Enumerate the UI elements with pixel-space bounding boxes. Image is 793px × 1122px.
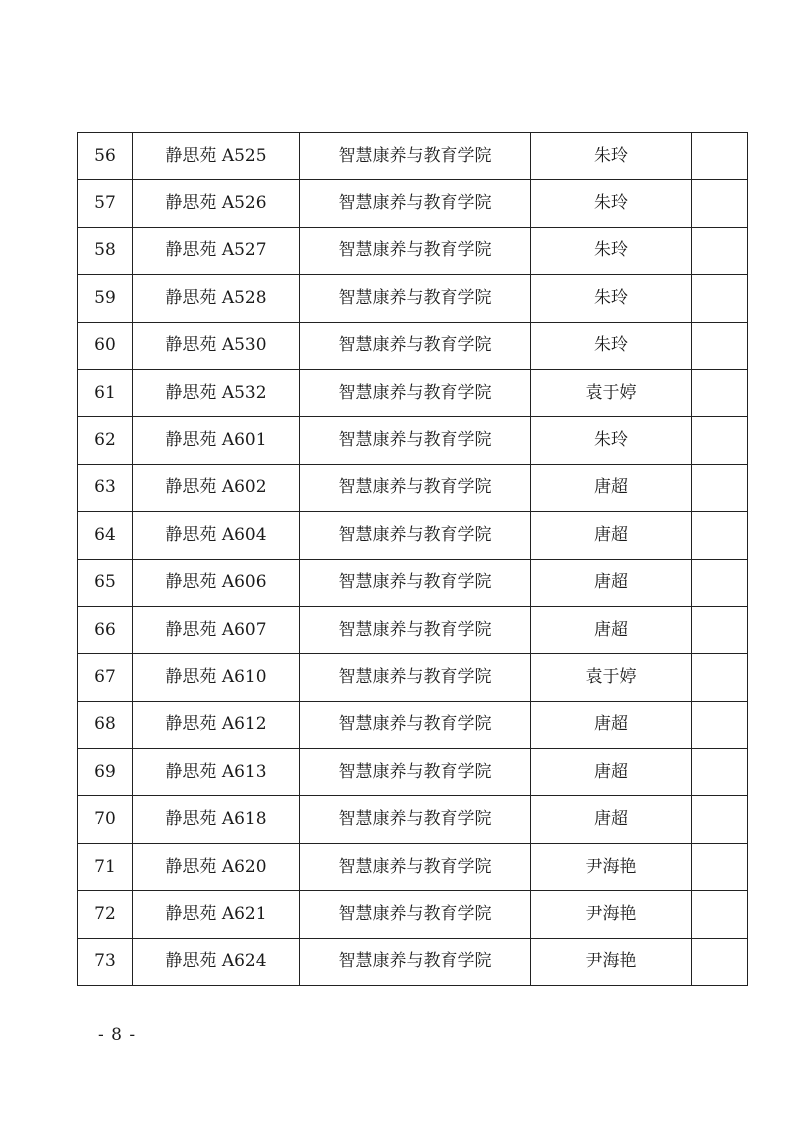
room-cell: 静思苑 A601: [133, 417, 300, 464]
room-cell: 静思苑 A624: [133, 938, 300, 985]
college-cell: 智慧康养与教育学院: [300, 654, 531, 701]
person-cell: 唐超: [531, 606, 692, 653]
college-cell: 智慧康养与教育学院: [300, 227, 531, 274]
person-cell: 袁于婷: [531, 654, 692, 701]
college-cell: 智慧康养与教育学院: [300, 275, 531, 322]
person-cell: 朱玲: [531, 275, 692, 322]
note-cell: [692, 606, 748, 653]
table-row: [78, 938, 748, 985]
room-cell: 静思苑 A530: [133, 322, 300, 369]
person-cell: 尹海艳: [531, 891, 692, 938]
college-cell: 智慧康养与教育学院: [300, 133, 531, 180]
college-cell: 智慧康养与教育学院: [300, 796, 531, 843]
room-cell: 静思苑 A607: [133, 606, 300, 653]
note-cell: [692, 701, 748, 748]
note-cell: [692, 512, 748, 559]
room-cell: 静思苑 A621: [133, 891, 300, 938]
row-number-cell: 70: [78, 796, 133, 843]
person-cell: 朱玲: [531, 417, 692, 464]
table-row: [78, 891, 748, 938]
table-row: [78, 796, 748, 843]
table-row: [78, 843, 748, 890]
row-number-cell: 58: [78, 227, 133, 274]
person-cell: 唐超: [531, 559, 692, 606]
note-cell: [692, 464, 748, 511]
note-cell: [692, 180, 748, 227]
table-row: [78, 749, 748, 796]
person-cell: 唐超: [531, 512, 692, 559]
table-row: [78, 464, 748, 511]
person-cell: 袁于婷: [531, 369, 692, 416]
college-cell: 智慧康养与教育学院: [300, 417, 531, 464]
row-number-cell: 61: [78, 369, 133, 416]
college-cell: 智慧康养与教育学院: [300, 891, 531, 938]
row-number-cell: 65: [78, 559, 133, 606]
table-row: [78, 654, 748, 701]
row-number-cell: 67: [78, 654, 133, 701]
person-cell: 唐超: [531, 796, 692, 843]
note-cell: [692, 275, 748, 322]
note-cell: [692, 891, 748, 938]
note-cell: [692, 322, 748, 369]
college-cell: 智慧康养与教育学院: [300, 559, 531, 606]
row-number-cell: 71: [78, 843, 133, 890]
note-cell: [692, 938, 748, 985]
table-row: [78, 322, 748, 369]
college-cell: 智慧康养与教育学院: [300, 701, 531, 748]
room-cell: 静思苑 A618: [133, 796, 300, 843]
college-cell: 智慧康养与教育学院: [300, 322, 531, 369]
row-number-cell: 66: [78, 606, 133, 653]
note-cell: [692, 749, 748, 796]
table-row: [78, 417, 748, 464]
table-body: [78, 133, 748, 986]
note-cell: [692, 369, 748, 416]
note-cell: [692, 843, 748, 890]
college-cell: 智慧康养与教育学院: [300, 938, 531, 985]
note-cell: [692, 796, 748, 843]
person-cell: 尹海艳: [531, 938, 692, 985]
college-cell: 智慧康养与教育学院: [300, 606, 531, 653]
note-cell: [692, 417, 748, 464]
room-cell: 静思苑 A532: [133, 369, 300, 416]
room-cell: 静思苑 A612: [133, 701, 300, 748]
row-number-cell: 72: [78, 891, 133, 938]
room-cell: 静思苑 A602: [133, 464, 300, 511]
room-cell: 静思苑 A610: [133, 654, 300, 701]
college-cell: 智慧康养与教育学院: [300, 749, 531, 796]
room-cell: 静思苑 A527: [133, 227, 300, 274]
person-cell: 唐超: [531, 749, 692, 796]
person-cell: 朱玲: [531, 180, 692, 227]
room-cell: 静思苑 A604: [133, 512, 300, 559]
college-cell: 智慧康养与教育学院: [300, 369, 531, 416]
room-cell: 静思苑 A606: [133, 559, 300, 606]
row-number-cell: 68: [78, 701, 133, 748]
table-row: [78, 606, 748, 653]
room-cell: 静思苑 A613: [133, 749, 300, 796]
college-cell: 智慧康养与教育学院: [300, 464, 531, 511]
person-cell: 唐超: [531, 701, 692, 748]
note-cell: [692, 559, 748, 606]
person-cell: 朱玲: [531, 227, 692, 274]
person-cell: 唐超: [531, 464, 692, 511]
room-cell: 静思苑 A620: [133, 843, 300, 890]
person-cell: 朱玲: [531, 322, 692, 369]
table-row: [78, 512, 748, 559]
note-cell: [692, 227, 748, 274]
college-cell: 智慧康养与教育学院: [300, 512, 531, 559]
room-cell: 静思苑 A525: [133, 133, 300, 180]
row-number-cell: 63: [78, 464, 133, 511]
person-cell: 朱玲: [531, 133, 692, 180]
row-number-cell: 69: [78, 749, 133, 796]
note-cell: [692, 654, 748, 701]
page-number: - 8 -: [98, 1025, 137, 1045]
table-row: [78, 133, 748, 180]
table-row: [78, 701, 748, 748]
room-cell: 静思苑 A526: [133, 180, 300, 227]
person-cell: 尹海艳: [531, 843, 692, 890]
row-number-cell: 56: [78, 133, 133, 180]
table-row: [78, 369, 748, 416]
table-row: [78, 275, 748, 322]
row-number-cell: 64: [78, 512, 133, 559]
college-cell: 智慧康养与教育学院: [300, 180, 531, 227]
note-cell: [692, 133, 748, 180]
table-row: [78, 227, 748, 274]
row-number-cell: 57: [78, 180, 133, 227]
college-cell: 智慧康养与教育学院: [300, 843, 531, 890]
row-number-cell: 62: [78, 417, 133, 464]
row-number-cell: 59: [78, 275, 133, 322]
row-number-cell: 60: [78, 322, 133, 369]
dormitory-table: [77, 132, 748, 986]
table-row: [78, 180, 748, 227]
room-cell: 静思苑 A528: [133, 275, 300, 322]
table-row: [78, 559, 748, 606]
row-number-cell: 73: [78, 938, 133, 985]
